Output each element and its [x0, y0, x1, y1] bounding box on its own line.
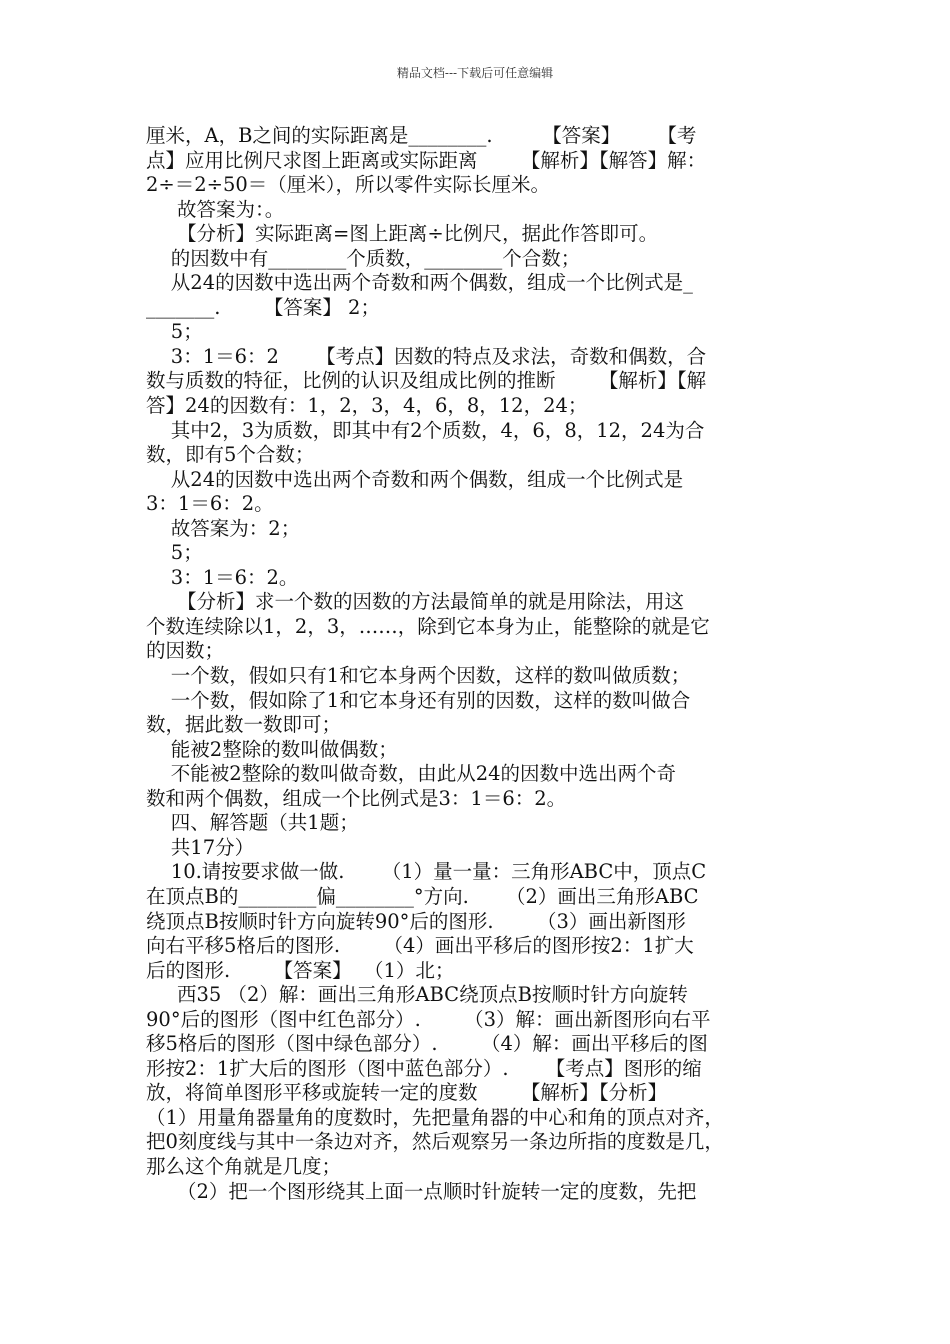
- text-line: 移5格后的图形（图中绿色部分）. （4）解：画出平移后的图: [146, 1032, 708, 1056]
- text-line: 2÷＝2÷50＝（厘米），所以零件实际长厘米。: [146, 173, 551, 197]
- document-body: [146, 124, 812, 1204]
- text-line: 【分析】求一个数的因数的方法最简单的就是用除法，用这: [146, 590, 684, 614]
- page-header: 精品文档---下载后可任意编辑: [396, 66, 554, 80]
- text-line: 从24的因数中选出两个奇数和两个偶数，组成一个比例式是: [146, 467, 684, 491]
- text-line: 数，即有5个合数；: [146, 443, 315, 467]
- text-line: 从24的因数中选出两个奇数和两个偶数，组成一个比例式是_: [146, 271, 693, 295]
- text-line: 数和两个偶数，组成一个比例式是3：1＝6：2。: [146, 786, 567, 810]
- text-line: 10.请按要求做一做. （1）量一量：三角形ABC中，顶点C: [146, 860, 707, 884]
- text-line: 在顶点B的________偏________°方向. （2）画出三角形ABC: [146, 884, 699, 908]
- text-line: _______. 【答案】 2；: [146, 295, 380, 319]
- text-line: 把0刻度线与其中一条边对齐，然后观察另一条边所指的度数是几，: [146, 1130, 724, 1154]
- text-line: 共17分）: [146, 835, 255, 859]
- text-line: 后的图形. 【答案】 （1）北；: [146, 958, 455, 982]
- text-line: 故答案为：2；: [146, 516, 301, 540]
- text-line: 向右平移5格后的图形. （4）画出平移后的图形按2：1扩大: [146, 934, 694, 958]
- text-line: 故答案为：。: [146, 197, 285, 221]
- text-line: 放，将简单图形平移或旋转一定的度数 【解析】【分析】: [146, 1081, 668, 1105]
- text-line: 一个数，假如除了1和它本身还有别的因数，这样的数叫做合: [146, 688, 691, 712]
- text-line: 数与质数的特征，比例的认识及组成比例的推断 【解析】【解: [146, 369, 707, 393]
- text-line: 西35 （2）解：画出三角形ABC绕顶点B按顺时针方向旋转: [146, 983, 688, 1007]
- text-line: 厘米，A，B之间的实际距离是________. 【答案】 【考: [146, 124, 697, 147]
- text-line: （2）把一个图形绕其上面一点顺时针旋转一定的度数，先把: [146, 1179, 697, 1203]
- text-line: 3：1＝6：2。: [146, 565, 299, 589]
- text-line: 数，据此数一数即可；: [146, 713, 342, 737]
- text-line: 【分析】实际距离=图上距离÷比例尺，据此作答即可。: [146, 222, 659, 246]
- text-line: （1）用量角器量角的度数时，先把量角器的中心和角的顶点对齐，: [146, 1105, 724, 1129]
- text-line: 绕顶点B按顺时针方向旋转90°后的图形. （3）画出新图形: [146, 909, 686, 933]
- text-line: 其中2，3为质数，即其中有2个质数，4，6，8，12，24为合: [146, 418, 705, 442]
- text-line: 的因数中有________个质数，________个合数；: [146, 246, 581, 270]
- text-line: 一个数，假如只有1和它本身两个因数，这样的数叫做质数；: [146, 664, 691, 688]
- text-line: 90°后的图形（图中红色部分）. （3）解：画出新图形向右平: [146, 1007, 711, 1031]
- text-line: 形按2：1扩大后的图形（图中蓝色部分）. 【考点】图形的缩: [146, 1056, 702, 1080]
- text-line: 个数连续除以1，2，3，……，除到它本身为止，能整除的就是它: [146, 614, 710, 638]
- text-line: 能被2整除的数叫做偶数；: [146, 737, 398, 761]
- text-line: 3：1＝6：2。: [146, 492, 274, 516]
- text-line: 不能被2整除的数叫做奇数，由此从24的因数中选出两个奇: [146, 762, 677, 786]
- text-line: 5；: [146, 541, 203, 565]
- text-line: 的因数；: [146, 639, 225, 663]
- text-line: 5；: [146, 320, 203, 344]
- text-line: 3：1＝6：2 【考点】因数的特点及求法，奇数和偶数，合: [146, 344, 707, 368]
- text-line: 那么这个角就是几度；: [146, 1154, 342, 1178]
- text-line: 答】24的因数有：1，2，3，4，6，8，12，24；: [146, 394, 588, 418]
- text-line: 四、解答题（共1题；: [146, 811, 359, 835]
- text-line: 点】应用比例尺求图上距离或实际距离 【解析】【解答】解：: [146, 148, 707, 172]
